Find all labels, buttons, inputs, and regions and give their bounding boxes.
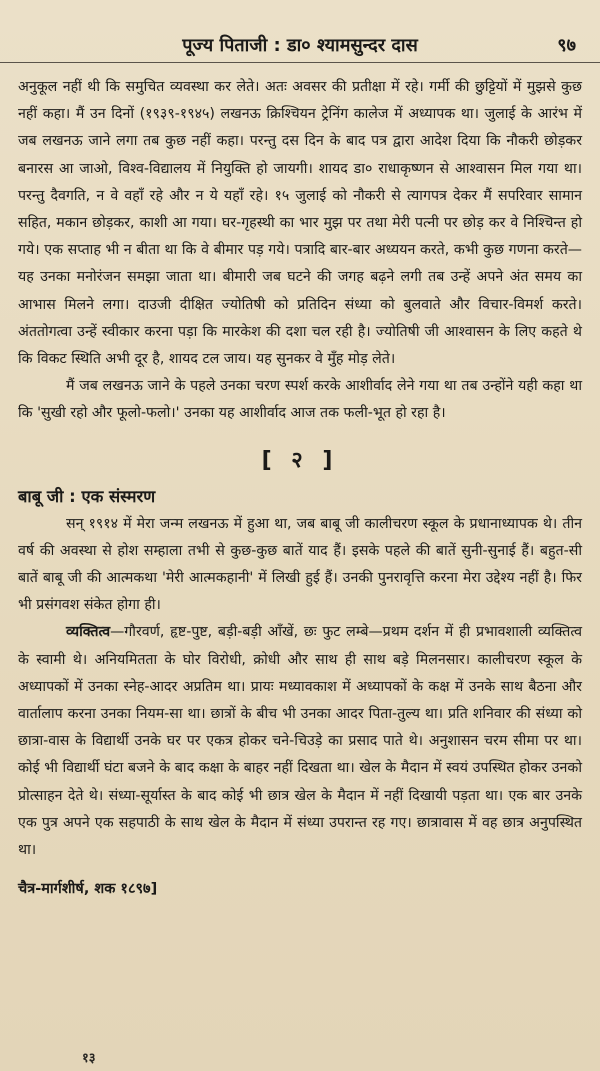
- page-title: पूज्य पिताजी : डा० श्यामसुन्दर दास: [182, 35, 418, 56]
- section-heading: बाबू जी : एक संस्मरण: [18, 486, 156, 506]
- section-number: [ २ ]: [261, 447, 339, 473]
- page-number: ९७: [557, 35, 576, 56]
- personality-lead: व्यक्तित्व: [66, 624, 111, 641]
- footer-date: चैत्र-मार्गशीर्ष, शक १८९७]: [18, 881, 158, 898]
- header-rule: [0, 62, 600, 63]
- paragraph-continuation: अनुकूल नहीं थी कि समुचित व्यवस्था कर लेते। अतः अवसर की प्रतीक्षा में रहे। गर्मी की छुट्टियों में मुझसे कुछ नहीं कहा। मैं उन दिनों (१९३९-१९४५) लखनऊ क्रिश्चियन ट्रेनिंग कालेज में अध्यापक था। जुलाई के आरंभ में जब लखनऊ जाने लगा तब कुछ नहीं कहा। परन्तु दस दिन के बाद पत्र द्वारा आदेश दिया कि नौकरी छोड़कर बनारस आ जाओ, विश्व-विद्यालय में नियुक्ति हो जायगी। शायद डा० राधाकृष्णन से आश्वासन मिल गया था। परन्तु दैवगति, न वे वहाँ रहे और न ये यहाँ रहे। १५ जुलाई को नौकरी से त्यागपत्र देकर मैं सपरिवार सामान सहित, मकान छोड़कर, काशी आ गया। घर-गृहस्थी का भार मुझ पर तथा मेरी पत्नी पर छोड़ कर वे निश्चिन्त हो गये। एक सप्ताह भी न बीता था कि वे बीमार पड़ गये। पत्रादि बार-बार अध्ययन करते, कभी कुछ गणना करते—यह उनका मनोरंजन समझा जाता था। बीमारी जब घटने की जगह बढ़ने लगी तब उन्हें अपने अंत समय का आभास मिलने लगा। दाउजी दीक्षित ज्योतिषी को प्रतिदिन संध्या को बुलवाते और विचार-विमर्श करते। अंततोगत्वा उन्हें स्वीकार करना पड़ा कि मारकेश की दशा चल रही है। ज्योतिषी जी आश्वासन के लिए कहते थे कि विकट स्थिति अभी दूर है, शायद टल जाय। यह सुनकर वे मुँह मोड़ लेते।: [18, 79, 582, 368]
- handwritten-mark: १३: [82, 1051, 96, 1066]
- personality-text: —गौरवर्ण, हृष्ट-पुष्ट, बड़ी-बड़ी आँखें, छः फुट लम्बे—प्रथम दर्शन में ही प्रभावशाली व्यक्तित्व के स्वामी थे। अनियमितता के घोर विरोधी, क्रोधी और साथ ही साथ बड़े मिलनसार। कालीचरण स्कूल के अध्यापकों में उनका स्नेह-आदर अप्रतिम था। प्रायः मध्यावकाश में अध्यापकों के कक्ष में उनके साथ बैठना और वार्तालाप करना उनका नियम-सा था। छात्रों के बीच भी उनका आदर पिता-तुल्य था। प्रति शनिवार की संध्या को छात्रा-वास के विद्यार्थी उनके घर पर एकत्र होकर चने-चिउड़े का प्रसाद पाते थे। अनुशासन चरम सीमा पर था। कोई भी विद्यार्थी घंटा बजने के बाद कक्षा के बाहर नहीं दिखता था। खेल के मैदान में स्वयं उपस्थित होकर उनको प्रोत्साहन देते थे। संध्या-सूर्यास्त के बाद कोई भी छात्र खेल के मैदान में नहीं दिखायी पड़ता था। एक बार उनके एक पुत्र अपने एक सहपाठी के साथ खेल के मैदान में संध्या उपरान्त रह गए। छात्रावास में वह छात्र अनुपस्थित था।: [18, 624, 582, 859]
- paragraph-blessing: मैं जब लखनऊ जाने के पहले उनका चरण स्पर्श करके आशीर्वाद लेने गया था तब उन्होंने यही कहा था कि 'सुखी रहो और फूलो-फलो।' उनका यह आशीर्वाद आज तक फली-भूत हो रहा है।: [18, 378, 582, 422]
- paragraph-personality: [18, 619, 582, 864]
- paragraph-birth: सन् १९१४ में मेरा जन्म लखनऊ में हुआ था, जब बाबू जी कालीचरण स्कूल के प्रधानाध्यापक थे। तीन वर्ष की अवस्था से होश सम्हाला तभी से कुछ-कुछ बातें याद हैं। इसके पहले की बातें सुनी-सुनाई हैं। बहुत-सी बातें बाबू जी की आत्मकथा 'मेरी आत्मकहानी' में लिखी हुई हैं। उनकी पुनरावृत्ति करना मेरा उद्देश्य नहीं है। फिर भी प्रसंगवश संकेत होगा ही।: [18, 515, 582, 614]
- running-head: [18, 0, 582, 56]
